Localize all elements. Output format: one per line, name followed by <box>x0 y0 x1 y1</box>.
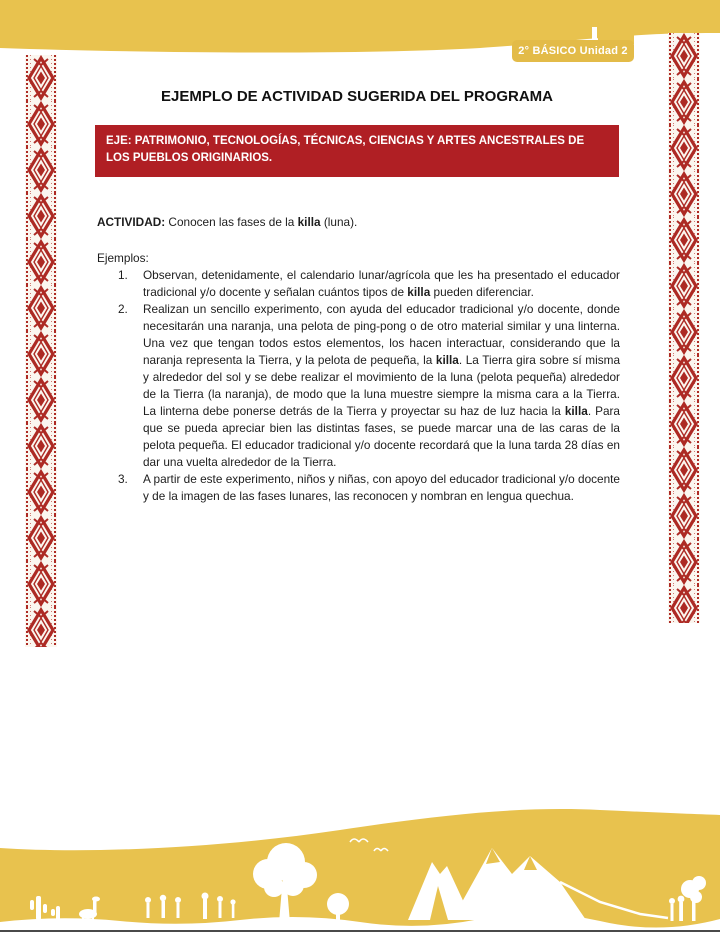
eje-banner <box>95 125 619 177</box>
list-item <box>97 471 620 505</box>
list-item-number: 1. <box>118 268 128 282</box>
footer-gold-wave <box>0 809 720 930</box>
list-item-text: Realizan un sencillo experimento, con ayuda del educador tradicional y/o docente, donde necesitarán una naranja, una pelota de ping-pong o de otro material similar y una linterna. Una vez que tengan todos estos elementos, los hacen interactuar, considerando que la naranja representa la Tierra, y la pelota de pequeña, la killa. La Tierra gira sobre sí misma y alrededor del sol y se debe realizar el movimiento de la luna (pelota pequeña) alrededor de la Tierra (la naranja), de modo que la luna muestre siempre la misma cara a la Tierra. La linterna debe ponerse detrás de la Tierra y proyectar su haz de luz hacia la killa. Para que se pueda apreciar bien las distintas fases, se puede marcar una de las caras de la pelota pequeña. El educador tradicional y/o docente recordará que la luna tarda 28 días en dar una vuelta alrededor de la Tierra. <box>143 302 621 469</box>
list-item <box>97 301 620 471</box>
activity-text: Conocen las fases de la killa (luna). <box>165 215 358 229</box>
eje-banner-text: EJE: PATRIMONIO, TECNOLOGÍAS, TÉCNICAS, CIENCIAS Y ARTES ANCESTRALES DE LOS PUEBLOS ORIGINARIOS. <box>106 135 585 165</box>
list-item <box>97 267 620 301</box>
list-item-text: Observan, detenidamente, el calendario lunar/agrícola que les ha presentado el educador tradicional y/o docente y señalan cuántos tipos de killa pueden diferenciar. <box>143 268 620 299</box>
examples-list <box>97 267 620 505</box>
activity-label: ACTIVIDAD: <box>97 215 166 229</box>
andean-textile-border-left-icon <box>25 55 57 647</box>
page-title: EJEMPLO DE ACTIVIDAD SUGERIDA DEL PROGRAMA <box>161 88 553 105</box>
activity-line <box>97 214 620 231</box>
unit-level-badge: 2° BÁSICO Unidad 2 <box>512 40 634 62</box>
footer-landscape-illustration <box>0 790 720 930</box>
examples-heading: Ejemplos: <box>97 251 149 265</box>
list-item-text: A partir de este experimento, niños y niñas, con apoyo del educador tradicional y/o docente y de la imagen de las fases lunares, las reconocen y nombran en lengua quechua. <box>143 472 620 503</box>
list-item-number: 3. <box>118 472 128 486</box>
list-item-number: 2. <box>118 302 128 316</box>
andean-textile-border-right-icon <box>668 33 700 623</box>
